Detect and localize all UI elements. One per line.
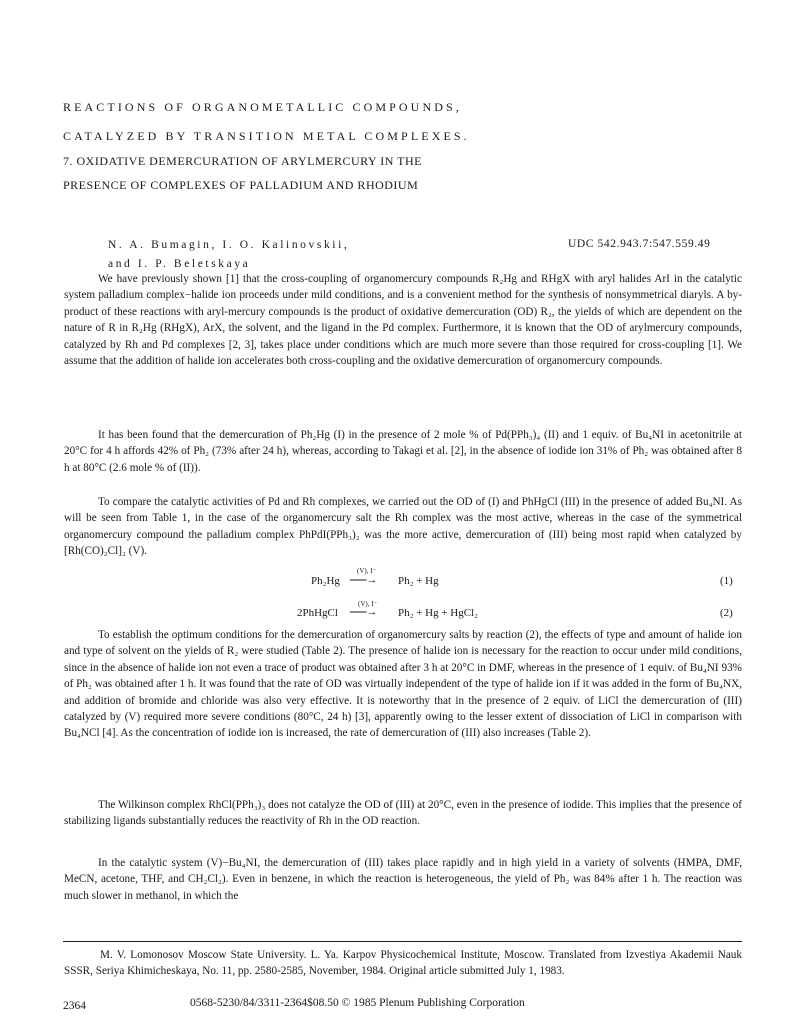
authors-line-2: and I. P. Beletskaya — [108, 258, 251, 270]
paragraph-4: To establish the optimum conditions for the demercuration of organomercury salts by reaction (2), the effects of type and amount of halide ion and type of solvent on the yields of R₂ were studied (Table 2). The presence of halide ion is necessary for the reaction to occur under mild conditions, since in the absence of halide ion not even a trace of product was obtained after 3 h at 20°C in DMF, whereas in the presence of 1 equiv. of Bu₄NI 93% of Ph₂ was obtained after 1 h. It was found that the rate of OD was virtually independent of the type of halide ion if it was added in the form of Bu₄NX, and addition of bromide and chloride was also very effective. It is noteworthy that in the presence of 2 equiv. of LiCl the demercuration of (III) catalyzed by (V) required more severe conditions (80°C, 24 h) [3], apparently owing to the lesser extent of dissociation of LiCl in comparison with Bu₄NCl [4]. As the concentration of iodide ion is increased, the rate of demercuration of (III) also increases (Table 2). — [64, 629, 742, 740]
title-line-4: PRESENCE OF COMPLEXES OF PALLADIUM AND RHODIUM — [63, 178, 419, 192]
authors — [108, 236, 349, 274]
equation-1-arrow-label: (V), I⁻ — [357, 567, 377, 575]
title-line-1: REACTIONS OF ORGANOMETALLIC COMPOUNDS, — [63, 100, 462, 114]
paragraph-5: The Wilkinson complex RhCl(PPh₃)₃ does not catalyze the OD of (III) at 20°C, even in the presence of iodide. This implies that the presence of stabilizing ligands substantially reduces the reactivity of Rh in the OD reaction. — [64, 799, 742, 828]
equation-1-arrow: ⎯⎯⎯→ — [350, 574, 378, 586]
equation-1-number: (1) — [720, 575, 733, 587]
equation-1-rhs: Ph₂ + Hg — [398, 575, 439, 587]
page-number: 2364 — [63, 1000, 86, 1012]
equation-2-lhs: 2PhHgCl — [297, 607, 338, 619]
authors-line-1: N. A. Bumagin, I. O. Kalinovskii, — [108, 239, 350, 251]
copyright-line: 0568-5230/84/3311-2364$08.50 © 1985 Plenum Publishing Corporation — [190, 997, 525, 1009]
equation-1-lhs: Ph₂Hg — [311, 575, 340, 587]
paragraph-1: We have previously shown [1] that the cross-coupling of organomercury compounds R₂Hg and RHgX with aryl halides ArI in the catalytic system palladium complex−halide ion proceeds under mild conditions, and is a convenient method for the synthesis of nonsymmetrical diaryls. A by-product of these reactions with aryl-mercury compounds is the product of oxidative demercuration (OD) R₂, the yields of which are dependent on the nature of R in R₂Hg (RHgX), ArX, the solvent, and the ligand in the Pd complex. Furthermore, it is known that the OD of arylmercury compounds, catalyzed by Rh and Pd complexes [2, 3], takes place under conditions which are much more severe than those required for cross-coupling [1]. We assume that the addition of halide ion accelerates both cross-coupling and the oxidative demercuration of organomercury compounds. — [64, 273, 742, 368]
title-line-2: CATALYZED BY TRANSITION METAL COMPLEXES. — [63, 129, 470, 143]
equation-2-arrow: ⎯⎯⎯→ — [350, 606, 378, 618]
udc-code: UDC 542.943.7:547.559.49 — [568, 238, 711, 250]
paragraph-2: It has been found that the demercuration of Ph₂Hg (I) in the presence of 2 mole % of Pd(PPh₃)₄ (II) and 1 equiv. of Bu₄NI in acetonitrile at 20°C for 4 h affords 42% of Ph₂ (73% after 24 h), whereas, according to Takagi et al. [2], in the absence of iodide ion 31% of Ph₂ was obtained after 8 h at 80°C (2.6 mole % of (II)). — [64, 429, 742, 474]
paragraph-6: In the catalytic system (V)−Bu₄NI, the demercuration of (III) takes place rapidly and in high yield in a variety of solvents (HMPA, DMF, MeCN, acetone, THF, and CH₂Cl₂). Even in benzene, in which the reaction is heterogeneous, the yield of Ph₂ was 84% after 1 h. The reaction was much slower in methanol, in which the — [64, 857, 742, 902]
paragraph-3: To compare the catalytic activities of Pd and Rh complexes, we carried out the OD of (I) and PhHgCl (III) in the presence of added Bu₄NI. As will be seen from Table 1, in the case of the organomercury salt the Rh complex was the most active, whereas in the case of the symmetrical organomercury compound the palladium complex PhPdI(PPh₃)₂ was the more active, demercuration of (III) being most rapid when catalyzed by [Rh(CO)₂Cl]₂ (V). — [64, 496, 742, 558]
equation-2-arrow-label: (V), I⁻ — [358, 600, 378, 608]
footnote: M. V. Lomonosov Moscow State University. L. Ya. Karpov Physicochemical Institute, Moscow. Translated from Izvestiya Akademii Nauk SSSR, Seriya Khimicheskaya, No. 11, pp. 2580-2585, November, 1984. Original article submitted July 1, 1983. — [64, 949, 742, 977]
footnote-divider — [63, 941, 742, 942]
title-line-3: 7. OXIDATIVE DEMERCURATION OF ARYLMERCURY IN THE — [63, 154, 423, 168]
equation-2-rhs: Ph₂ + Hg + HgCl₂ — [398, 607, 478, 619]
equation-2-number: (2) — [720, 607, 733, 619]
